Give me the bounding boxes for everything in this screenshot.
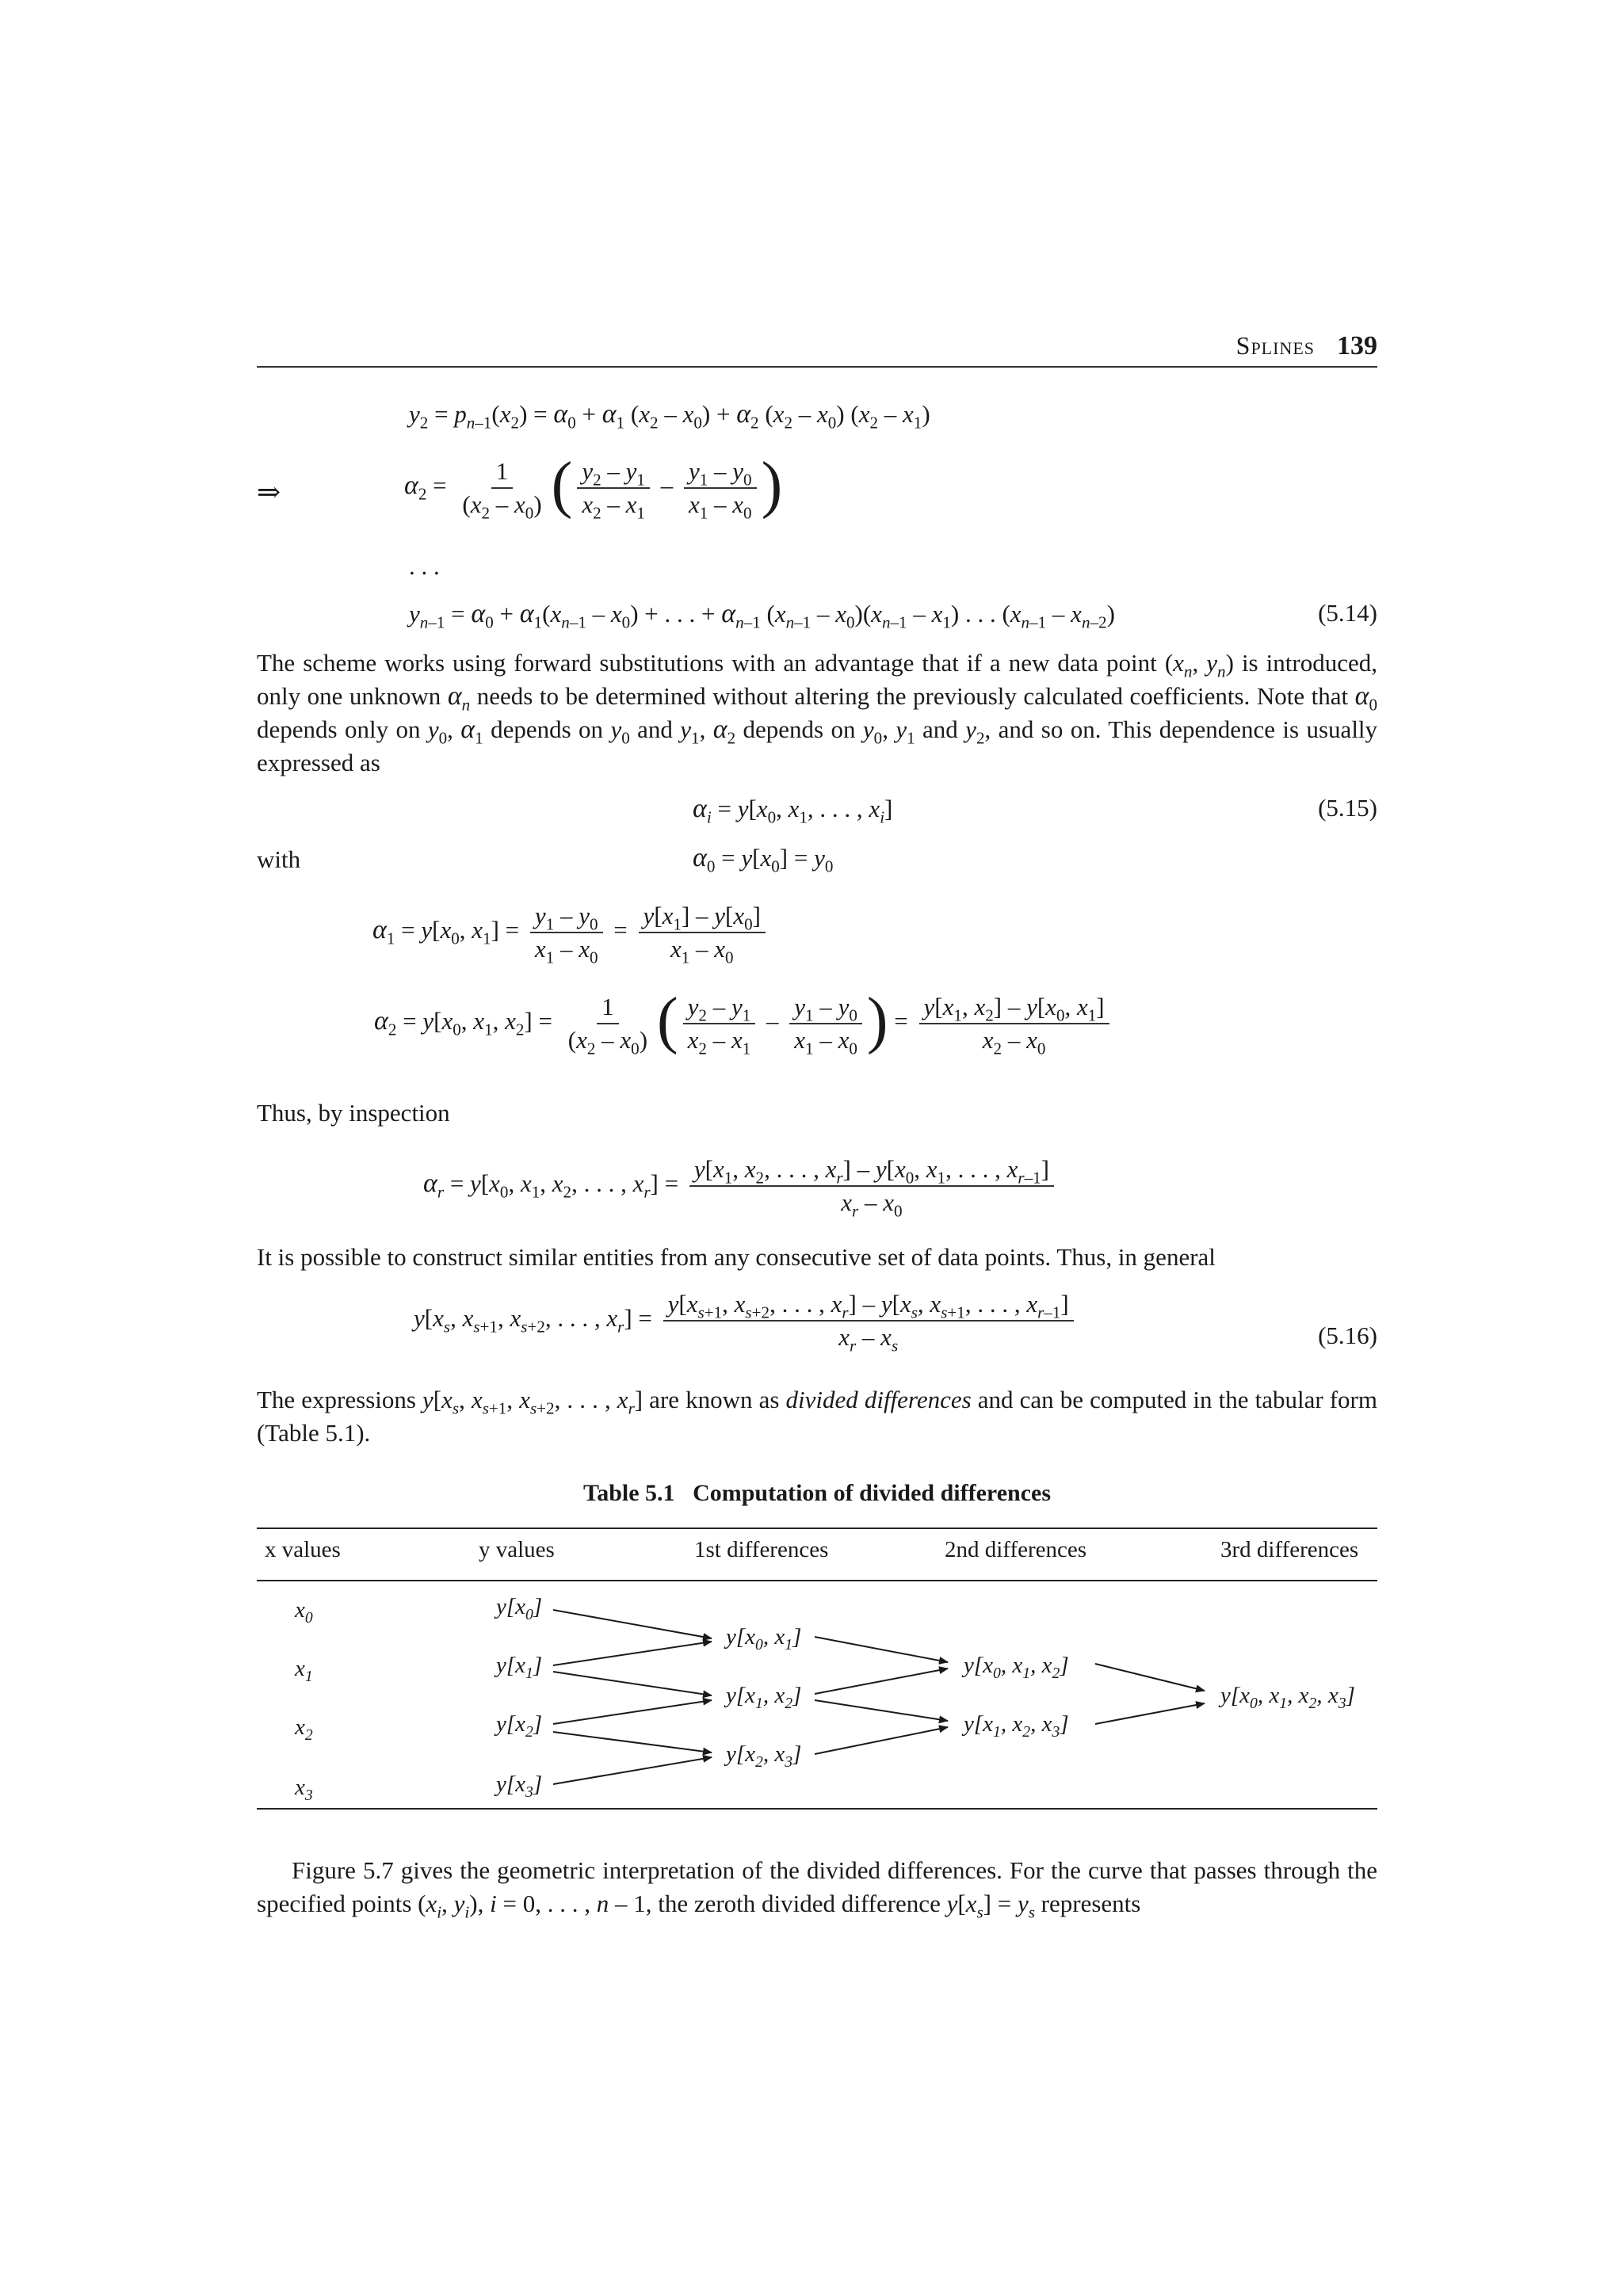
header-y-values: y values <box>479 1537 555 1562</box>
with-label: with <box>257 845 301 873</box>
arrow-y3-to-d23 <box>553 1757 712 1784</box>
equation-alpha-r: $\alpha_r = y[x_0$, $x_1$, $x_2$, . . . , $x_r$] = $\frac{y[x_1, x_2, . . . , x_r] - y[x_0, x_1, . . . , x_{r-1}]}{x_r - x_0}$ <box>423 1155 1059 1217</box>
second-difference-0: $y[x_0$, $x_1$, $x_2$] <box>964 1653 1069 1682</box>
arrow-y1-to-d12 <box>553 1672 712 1695</box>
implies-symbol: ⇒ <box>257 476 281 508</box>
equation-y2: $y_2 = p_{n-1}(x_2) = \alpha_0 + \alpha_1$ $(x_2 - x_0) + \alpha_2$ $(x_2 - x_0)$ $(x_2 - x_1)$ <box>409 399 930 433</box>
equation-number-5-14: (5.14) <box>1318 599 1377 627</box>
first-difference-0: $y[x_0$, $x_1$] <box>726 1624 802 1653</box>
y-value-1: $y[x_1]$ <box>496 1653 543 1682</box>
second-difference-1: $y[x_1$, $x_2$, $x_3$] <box>964 1711 1069 1741</box>
paragraph-5: Figure 5.7 gives the geometric interpretation of the divided differences. For the curve that passes through the specified points ($x_i$, $y_i$), i = 0, . . . , n – 1, the zeroth divided difference $y[x_s] = y_s$ represents <box>257 1856 1377 1922</box>
arrow-d012-to-d0123 <box>1095 1664 1205 1691</box>
equation-5-15: $\alpha_i = y[x_0$, $x_1$, . . . , $x_i$] <box>693 794 893 827</box>
equation-alpha1: $\alpha_1 = y[x_0$, $x_1$] = $\frac{y_1 - y_0}{x_1 - x_0}$ = $\frac{y[x_1] - y[x_0]}{x_1 - x_0}$ <box>372 902 770 963</box>
arrow-d01-to-d012 <box>815 1637 948 1662</box>
running-title: Splines <box>1235 331 1315 360</box>
first-difference-1: $y[x_1$, $x_2$] <box>726 1683 802 1712</box>
paragraph-3: It is possible to construct similar entities from any consecutive set of data points. Thus, in general <box>257 1243 1216 1271</box>
header-third-differences: 3rd differences <box>1220 1537 1359 1562</box>
arrow-d23-to-d123 <box>815 1727 948 1754</box>
equation-5-16: $y[x_s$, $x_{s+1}$, $x_{s+2}$, . . . , $x_r$] = $\frac{y[x_{s+1}, x_{s+2}, . . . , x_r] - y[x_s, x_{s+1}, . . . , x_{r-1}]}{x_r - x_s}$ <box>414 1290 1079 1352</box>
y-value-3: $y[x_3]$ <box>496 1772 543 1801</box>
x-value-3: $x_3$ <box>295 1775 313 1804</box>
first-difference-2: $y[x_2$, $x_3$] <box>726 1741 802 1771</box>
ellipsis: . . . <box>409 552 440 580</box>
page-number: 139 <box>1337 331 1377 360</box>
header-first-differences: 1st differences <box>694 1537 829 1562</box>
paragraph-2: Thus, by inspection <box>257 1099 450 1127</box>
x-value-1: $x_1$ <box>295 1656 313 1685</box>
arrow-y2-to-d23 <box>553 1732 712 1753</box>
equation-alpha0: $\alpha_0 = y[x_0] = y_0$ <box>693 843 834 876</box>
equation-5-14: $y_{n-1} = \alpha_0 + \alpha_1(x_{n-1} - x_0)$ + . . . + $\alpha_{n-1}$ $(x_{n-1} - x_0)(x_{n-1} - x_1)$ . . . $(x_{n-1} - x_{n-2})$ <box>409 599 1115 632</box>
table-label: Table 5.1 <box>582 1480 675 1506</box>
arrow-d12-to-d012 <box>815 1669 948 1694</box>
arrow-d12-to-d123 <box>815 1700 948 1721</box>
equation-number-5-15: (5.15) <box>1318 794 1377 822</box>
third-difference-0: $y[x_0$, $x_1$, $x_2$, $x_3$] <box>1220 1683 1355 1712</box>
y-value-2: $y[x_2]$ <box>496 1711 543 1741</box>
arrow-y0-to-d01 <box>553 1610 712 1638</box>
equation-alpha2: $\alpha_2$ = $\frac{1}{(x_2 - x_0)}$ ( $\frac{y_2 - y_1}{x_2 - x_1}$ – $\frac{y_1 - y_0}{x_1 - x_0}$ ) <box>404 450 783 523</box>
arrow-d123-to-d0123 <box>1095 1703 1205 1724</box>
x-value-0: $x_0$ <box>295 1597 313 1627</box>
arrow-y2-to-d12 <box>553 1700 712 1724</box>
y-value-0: $y[x_0]$ <box>496 1594 543 1623</box>
paragraph-4: The expressions $y[x_s$, $x_{s+1}$, $x_{s+2}$, . . . , $x_r$] are known as divided differences and can be computed in the tabular form (Table 5.1). <box>257 1386 1377 1447</box>
header-x-values: x values <box>265 1537 341 1562</box>
table-title: Computation of divided differences <box>693 1480 1052 1506</box>
arrow-y1-to-d01 <box>553 1642 712 1665</box>
x-value-2: $x_2$ <box>295 1714 313 1744</box>
equation-alpha2-divided: $\alpha_2 = y[x_0$, $x_1$, $x_2$] = $\frac{1}{(x_2 - x_0)}$ ( $\frac{y_2 - y_1}{x_2 - x_1}$ – $\frac{y_1 - y_0}{x_1 - x_0}$ ) = $\frac{y[x_1, x_2] - y[x_0, x_1]}{x_2 - x_0}$ <box>374 992 1114 1055</box>
paragraph-1: The scheme works using forward substitutions with an advantage that if a new data point ($x_n$, $y_n$) is introduced, only one unknown $\alpha_n$ needs to be determined without altering the previously calculated coefficients. Note that $\alpha_0$ depends only on $y_0$, $\alpha_1$ depends on $y_0$ and $y_1$, $\alpha_2$ depends on $y_0$, $y_1$ and $y_2$, and so on. This dependence is usually expressed as <box>257 649 1378 776</box>
equation-number-5-16: (5.16) <box>1318 1322 1377 1349</box>
header-second-differences: 2nd differences <box>945 1537 1087 1562</box>
